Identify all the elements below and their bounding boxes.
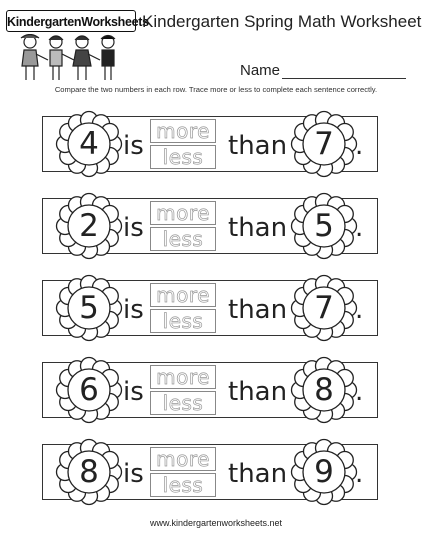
- right-flower: [290, 110, 358, 178]
- left-number: 6: [79, 372, 99, 408]
- trace-less: less: [150, 145, 216, 169]
- trace-more: more: [150, 283, 216, 307]
- right-number: 7: [314, 126, 334, 162]
- trace-less: less: [150, 227, 216, 251]
- period: .: [355, 459, 364, 489]
- trace-box: [150, 447, 216, 497]
- left-flower: [55, 438, 123, 506]
- period: .: [355, 295, 364, 325]
- left-flower: [55, 110, 123, 178]
- right-flower: [290, 274, 358, 342]
- left-number: 5: [79, 290, 99, 326]
- than-word: than: [228, 377, 288, 407]
- right-flower: [290, 192, 358, 260]
- name-blank-line: [282, 63, 406, 79]
- trace-more: more: [150, 365, 216, 389]
- trace-box: [150, 283, 216, 333]
- name-field: [240, 62, 406, 79]
- left-number: 8: [79, 454, 99, 490]
- site-logo: [6, 10, 149, 80]
- trace-more: more: [150, 119, 216, 143]
- than-word: than: [228, 131, 288, 161]
- than-word: than: [228, 295, 288, 325]
- right-number: 9: [314, 454, 334, 490]
- is-word: is: [123, 295, 144, 325]
- is-word: is: [123, 213, 144, 243]
- trace-less: less: [150, 309, 216, 333]
- is-word: is: [123, 377, 144, 407]
- instructions: Compare the two numbers in each row. Trace more or less to complete each sentence correctly.: [54, 85, 378, 94]
- right-flower: [290, 438, 358, 506]
- left-flower: [55, 192, 123, 260]
- trace-box: [150, 201, 216, 251]
- logo-text: KindergartenWorksheets: [6, 10, 136, 32]
- period: .: [355, 213, 364, 243]
- trace-less: less: [150, 473, 216, 497]
- right-number: 7: [314, 290, 334, 326]
- period: .: [355, 377, 364, 407]
- worksheet-title: Kindergarten Spring Math Worksheet: [142, 12, 422, 31]
- is-word: is: [123, 131, 144, 161]
- than-word: than: [228, 459, 288, 489]
- right-number: 8: [314, 372, 334, 408]
- trace-more: more: [150, 201, 216, 225]
- period: .: [355, 131, 364, 161]
- footer-url: www.kindergartenworksheets.net: [149, 518, 283, 528]
- trace-more: more: [150, 447, 216, 471]
- right-flower: [290, 356, 358, 424]
- trace-box: [150, 365, 216, 415]
- than-word: than: [228, 213, 288, 243]
- left-flower: [55, 356, 123, 424]
- kids-illustration: [16, 34, 126, 82]
- trace-less: less: [150, 391, 216, 415]
- left-number: 4: [79, 126, 99, 162]
- left-number: 2: [79, 208, 99, 244]
- trace-box: [150, 119, 216, 169]
- left-flower: [55, 274, 123, 342]
- right-number: 5: [314, 208, 334, 244]
- is-word: is: [123, 459, 144, 489]
- name-label: Name: [240, 62, 281, 79]
